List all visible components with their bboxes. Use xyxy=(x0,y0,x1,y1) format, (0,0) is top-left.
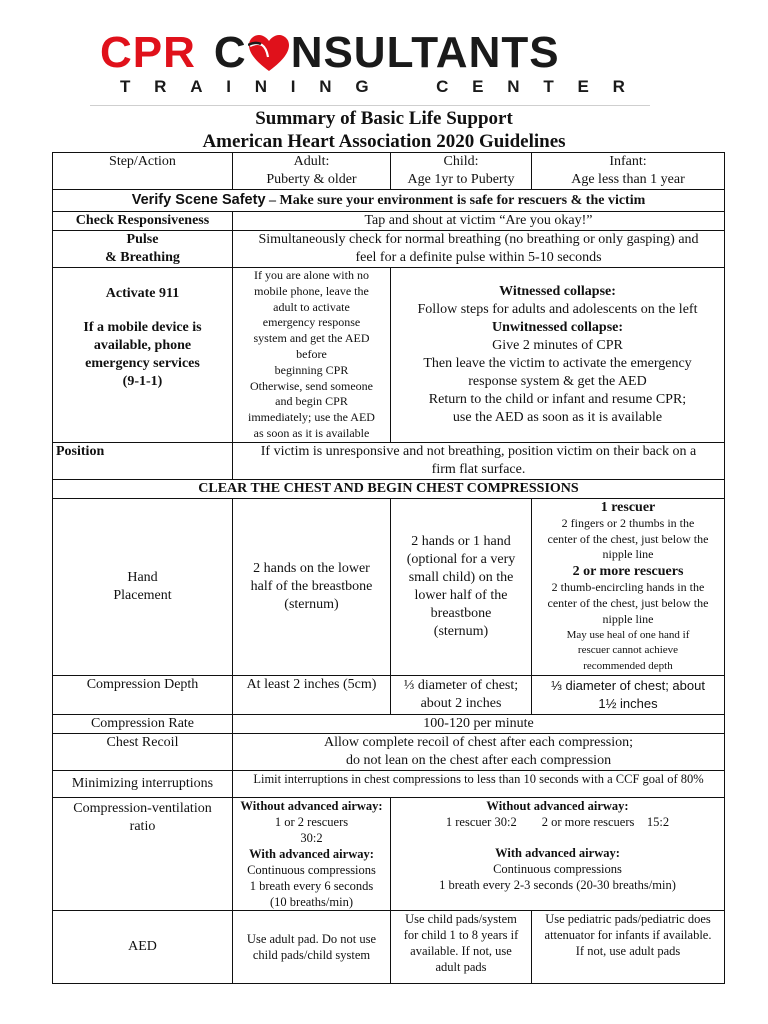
compressions-header: CLEAR THE CHEST AND BEGIN CHEST COMPRESSIONS xyxy=(53,479,725,498)
logo-letter: E xyxy=(472,77,484,96)
hand-placement-infant: 1 rescuer 2 fingers or 2 thumbs in the center of the chest, just below the nipple line 2 or more rescuers 2 thumb-encircling hands in the center of the chest, just below the nipple line May use heal of one hand if rescuer cannot achieve recommended depth xyxy=(532,498,725,675)
position-label: Position xyxy=(53,442,233,479)
logo-consultants-rest: NSULTANTS xyxy=(290,28,560,77)
logo-letter: I xyxy=(226,77,231,96)
ratio-label: Compression-ventilation ratio xyxy=(53,797,233,910)
ratio-row xyxy=(53,797,725,910)
logo-letter: I xyxy=(290,77,296,96)
hand-placement-child: 2 hands or 1 hand (optional for a very small child) on the lower half of the breastbone (sternum) xyxy=(391,498,532,675)
ratio-adult: Without advanced airway: 1 or 2 rescuers 30:2 With advanced airway: Continuous compressions 1 breath every 6 seconds (10 breaths/min) xyxy=(233,797,391,910)
depth-row xyxy=(53,675,725,714)
recoil-text: Allow complete recoil of chest after each compression; do not lean on the chest after each compression xyxy=(233,733,725,770)
logo-letter: E xyxy=(577,77,589,96)
interruptions-text: Limit interruptions in chest compressions to less than 10 seconds with a CCF goal of 80% xyxy=(233,770,725,797)
aed-label: AED xyxy=(53,910,233,983)
logo-letter: R xyxy=(612,77,625,96)
activate-911-label: Activate 911 If a mobile device is available, phone emergency services (9-1-1) xyxy=(53,268,233,443)
bls-summary-table xyxy=(52,152,725,984)
logo-letter: T xyxy=(120,77,131,96)
header-adult: Adult: Puberty & older xyxy=(233,153,391,190)
logo-letter: A xyxy=(190,77,203,96)
scene-safety-cell xyxy=(53,190,725,212)
header-child: Child: Age 1yr to Puberty xyxy=(391,153,532,190)
interruptions-row xyxy=(53,770,725,797)
table-header-row xyxy=(53,153,725,190)
depth-adult: At least 2 inches (5cm) xyxy=(233,675,391,714)
document-subtitle: American Heart Association 2020 Guidelines xyxy=(202,131,566,152)
activate-911-child-infant: Witnessed collapse: Follow steps for adults and adolescents on the left Unwitnessed collapse: Give 2 minutes of CPR Then leave the victim to activate the emergency response system & get the AED Return to the child or infant and resume CPR; use the AED as soon as it is available xyxy=(391,268,725,443)
header-infant: Infant: Age less than 1 year xyxy=(532,153,725,190)
responsiveness-text: Tap and shout at victim “Are you okay!” xyxy=(233,212,725,231)
ratio-child-infant: Without advanced airway: 1 rescuer 30:2 2 or more rescuers 15:2 With advanced airway: Continuous compressions 1 breath every 2-3 seconds (20-30 breaths/min) xyxy=(391,797,725,910)
header-step: Step/Action xyxy=(53,153,233,190)
logo-consultants-c: C xyxy=(213,28,247,77)
scene-safety-text: – Make sure your environment is safe for rescuers & the victim xyxy=(265,193,646,208)
compressions-header-row xyxy=(53,479,725,498)
position-row xyxy=(53,442,725,479)
depth-label: Compression Depth xyxy=(53,675,233,714)
logo-wordmark xyxy=(100,28,560,77)
cpr-consultants-logo xyxy=(100,28,645,105)
aed-infant: Use pediatric pads/pediatric does attenuator for infants if available. If not, use adult pads xyxy=(532,910,725,983)
logo-letter: T xyxy=(543,77,554,96)
scene-safety-row xyxy=(53,190,725,212)
hand-placement-label: Hand Placement xyxy=(53,498,233,675)
document-title: Summary of Basic Life Support xyxy=(255,108,513,129)
heart-icon xyxy=(248,35,290,73)
logo-letter: N xyxy=(254,77,268,96)
activate-911-row xyxy=(53,268,725,443)
pulse-row xyxy=(53,231,725,268)
activate-911-adult: If you are alone with no mobile phone, leave the adult to activate emergency response system and get the AED before beginning CPR Otherwise, send someone and begin CPR immediately; use the AED as soon as it is available xyxy=(233,268,391,443)
depth-infant: ⅓ diameter of chest; about 1½ inches xyxy=(532,675,725,714)
logo-training-center xyxy=(120,77,625,97)
logo-letter: N xyxy=(319,77,332,96)
recoil-row xyxy=(53,733,725,770)
responsiveness-label: Check Responsiveness xyxy=(53,212,233,231)
hand-placement-row xyxy=(53,498,725,675)
aed-child: Use child pads/system for child 1 to 8 years if available. If not, use adult pads xyxy=(391,910,532,983)
logo-letter: N xyxy=(507,77,520,96)
depth-child: ⅓ diameter of chest; about 2 inches xyxy=(391,675,532,714)
logo-cpr-text: CPR xyxy=(100,28,196,77)
pulse-label: Pulse & Breathing xyxy=(53,231,233,268)
responsiveness-row xyxy=(53,212,725,231)
logo-consultants-text xyxy=(213,28,560,77)
aed-row xyxy=(53,910,725,983)
aed-adult: Use adult pad. Do not use child pads/child system xyxy=(233,910,391,983)
rate-label: Compression Rate xyxy=(53,714,233,733)
logo-letter: C xyxy=(436,77,449,96)
interruptions-label: Minimizing interruptions xyxy=(53,770,233,797)
rate-text: 100-120 per minute xyxy=(233,714,725,733)
recoil-label: Chest Recoil xyxy=(53,733,233,770)
pulse-text: Simultaneously check for normal breathing (no breathing or only gasping) and feel for a definite pulse within 5-10 seconds xyxy=(233,231,725,268)
hand-placement-adult: 2 hands on the lower half of the breastbone (sternum) xyxy=(233,498,391,675)
scene-safety-lead: Verify Scene Safety xyxy=(131,192,266,208)
logo-letter: G xyxy=(355,77,369,96)
logo-letter: R xyxy=(154,77,167,96)
position-text: If victim is unresponsive and not breathing, position victim on their back on a firm flat surface. xyxy=(233,442,725,479)
rate-row xyxy=(53,714,725,733)
logo-divider xyxy=(90,105,650,106)
